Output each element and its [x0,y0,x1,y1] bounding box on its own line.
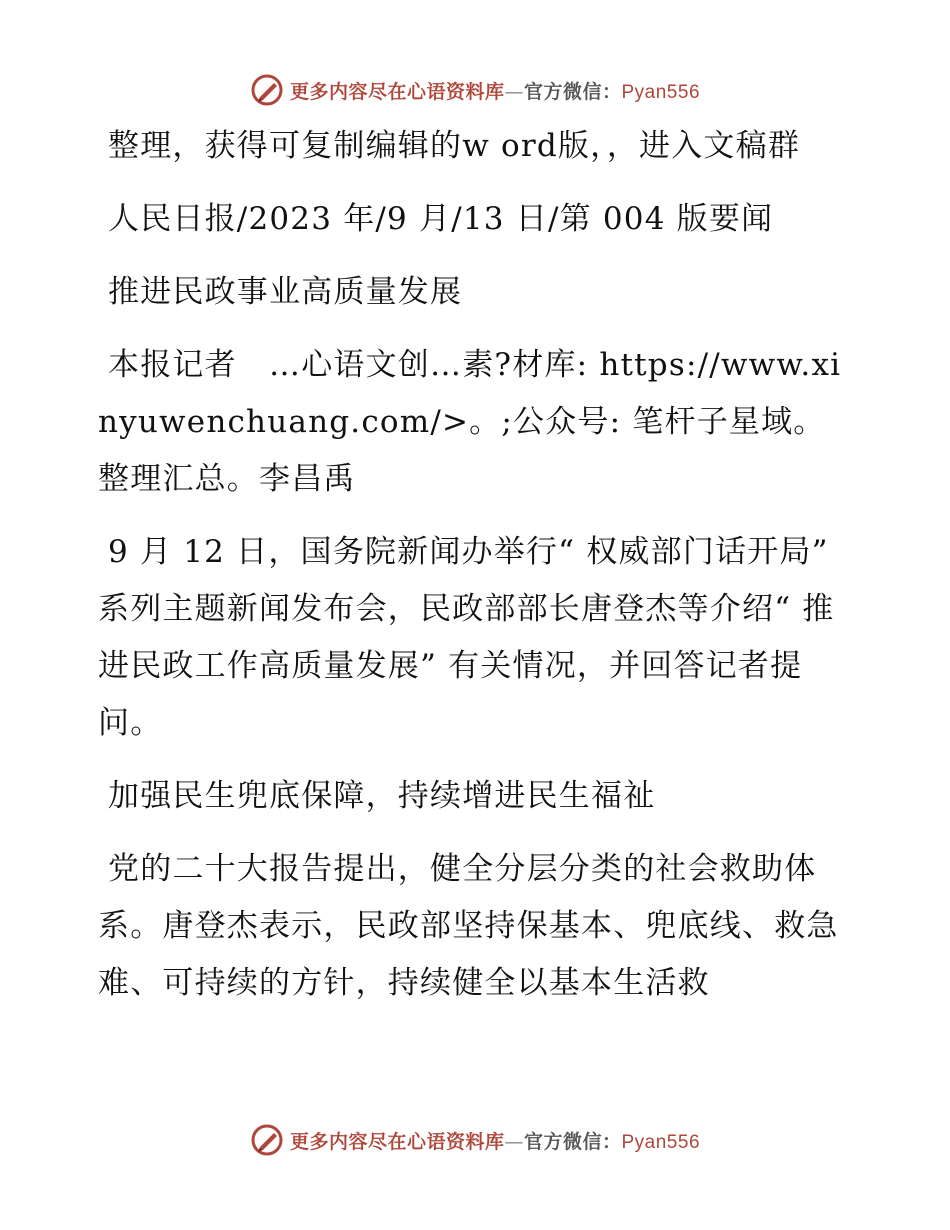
header-banner [0,68,950,112]
paragraph-byline-text: 本报记者 …心语文创…素?材库: https://www.xinyuwenchuang.com/>。;公众号: 笔杆子星域。整理汇总。李昌禹 [98,347,842,497]
footer-banner-separator: — [504,1130,524,1153]
paragraph-body-text: 党的二十大报告提出，健全分层分类的社会救助体系。唐登杰表示，民政部坚持保基本、兜底线、救急难、可持续的方针，持续健全以基本生活救 [98,851,839,1001]
pen-circle-logo-icon [250,73,284,107]
article-title [98,264,853,321]
footer-banner-text [290,1127,700,1154]
paragraph-body [98,841,853,1012]
paragraph-note-text: 整理，获得可复制编辑的w ord版，，进入文稿群 [108,128,801,164]
paragraph-lead [98,524,853,752]
footer-banner [0,1118,950,1162]
paragraph-source-text: 人民日报/2023 年/9 月/13 日/第 004 版要闻 [108,201,774,237]
footer-banner-wechat-label: 官方微信： [523,1130,622,1153]
footer-banner-wechat-id: Pyan556 [621,1131,701,1153]
section-heading-text: 加强民生兜底保障，持续增进民生福祉 [108,778,656,814]
paragraph-source [98,191,853,248]
header-banner-title: 更多内容尽在心语资料库 [289,80,505,103]
paragraph-lead-text: 9 月 12 日，国务院新闻办举行“ 权威部门话开局” 系列主题新闻发布会，民政部部长唐登杰等介绍“ 推进民政工作高质量发展” 有关情况，并回答记者提问。 [98,534,835,741]
header-banner-wechat-label: 官方微信： [523,80,622,103]
section-heading [98,768,853,825]
document-body [98,118,853,1028]
article-title-text: 推进民政事业高质量发展 [108,274,463,310]
header-banner-separator: — [504,80,524,103]
pen-circle-logo-icon [250,1123,284,1157]
header-banner-text [290,77,700,104]
paragraph-note [98,118,853,175]
header-banner-wechat-id: Pyan556 [621,81,701,103]
paragraph-byline [98,337,853,508]
footer-banner-title: 更多内容尽在心语资料库 [289,1130,505,1153]
